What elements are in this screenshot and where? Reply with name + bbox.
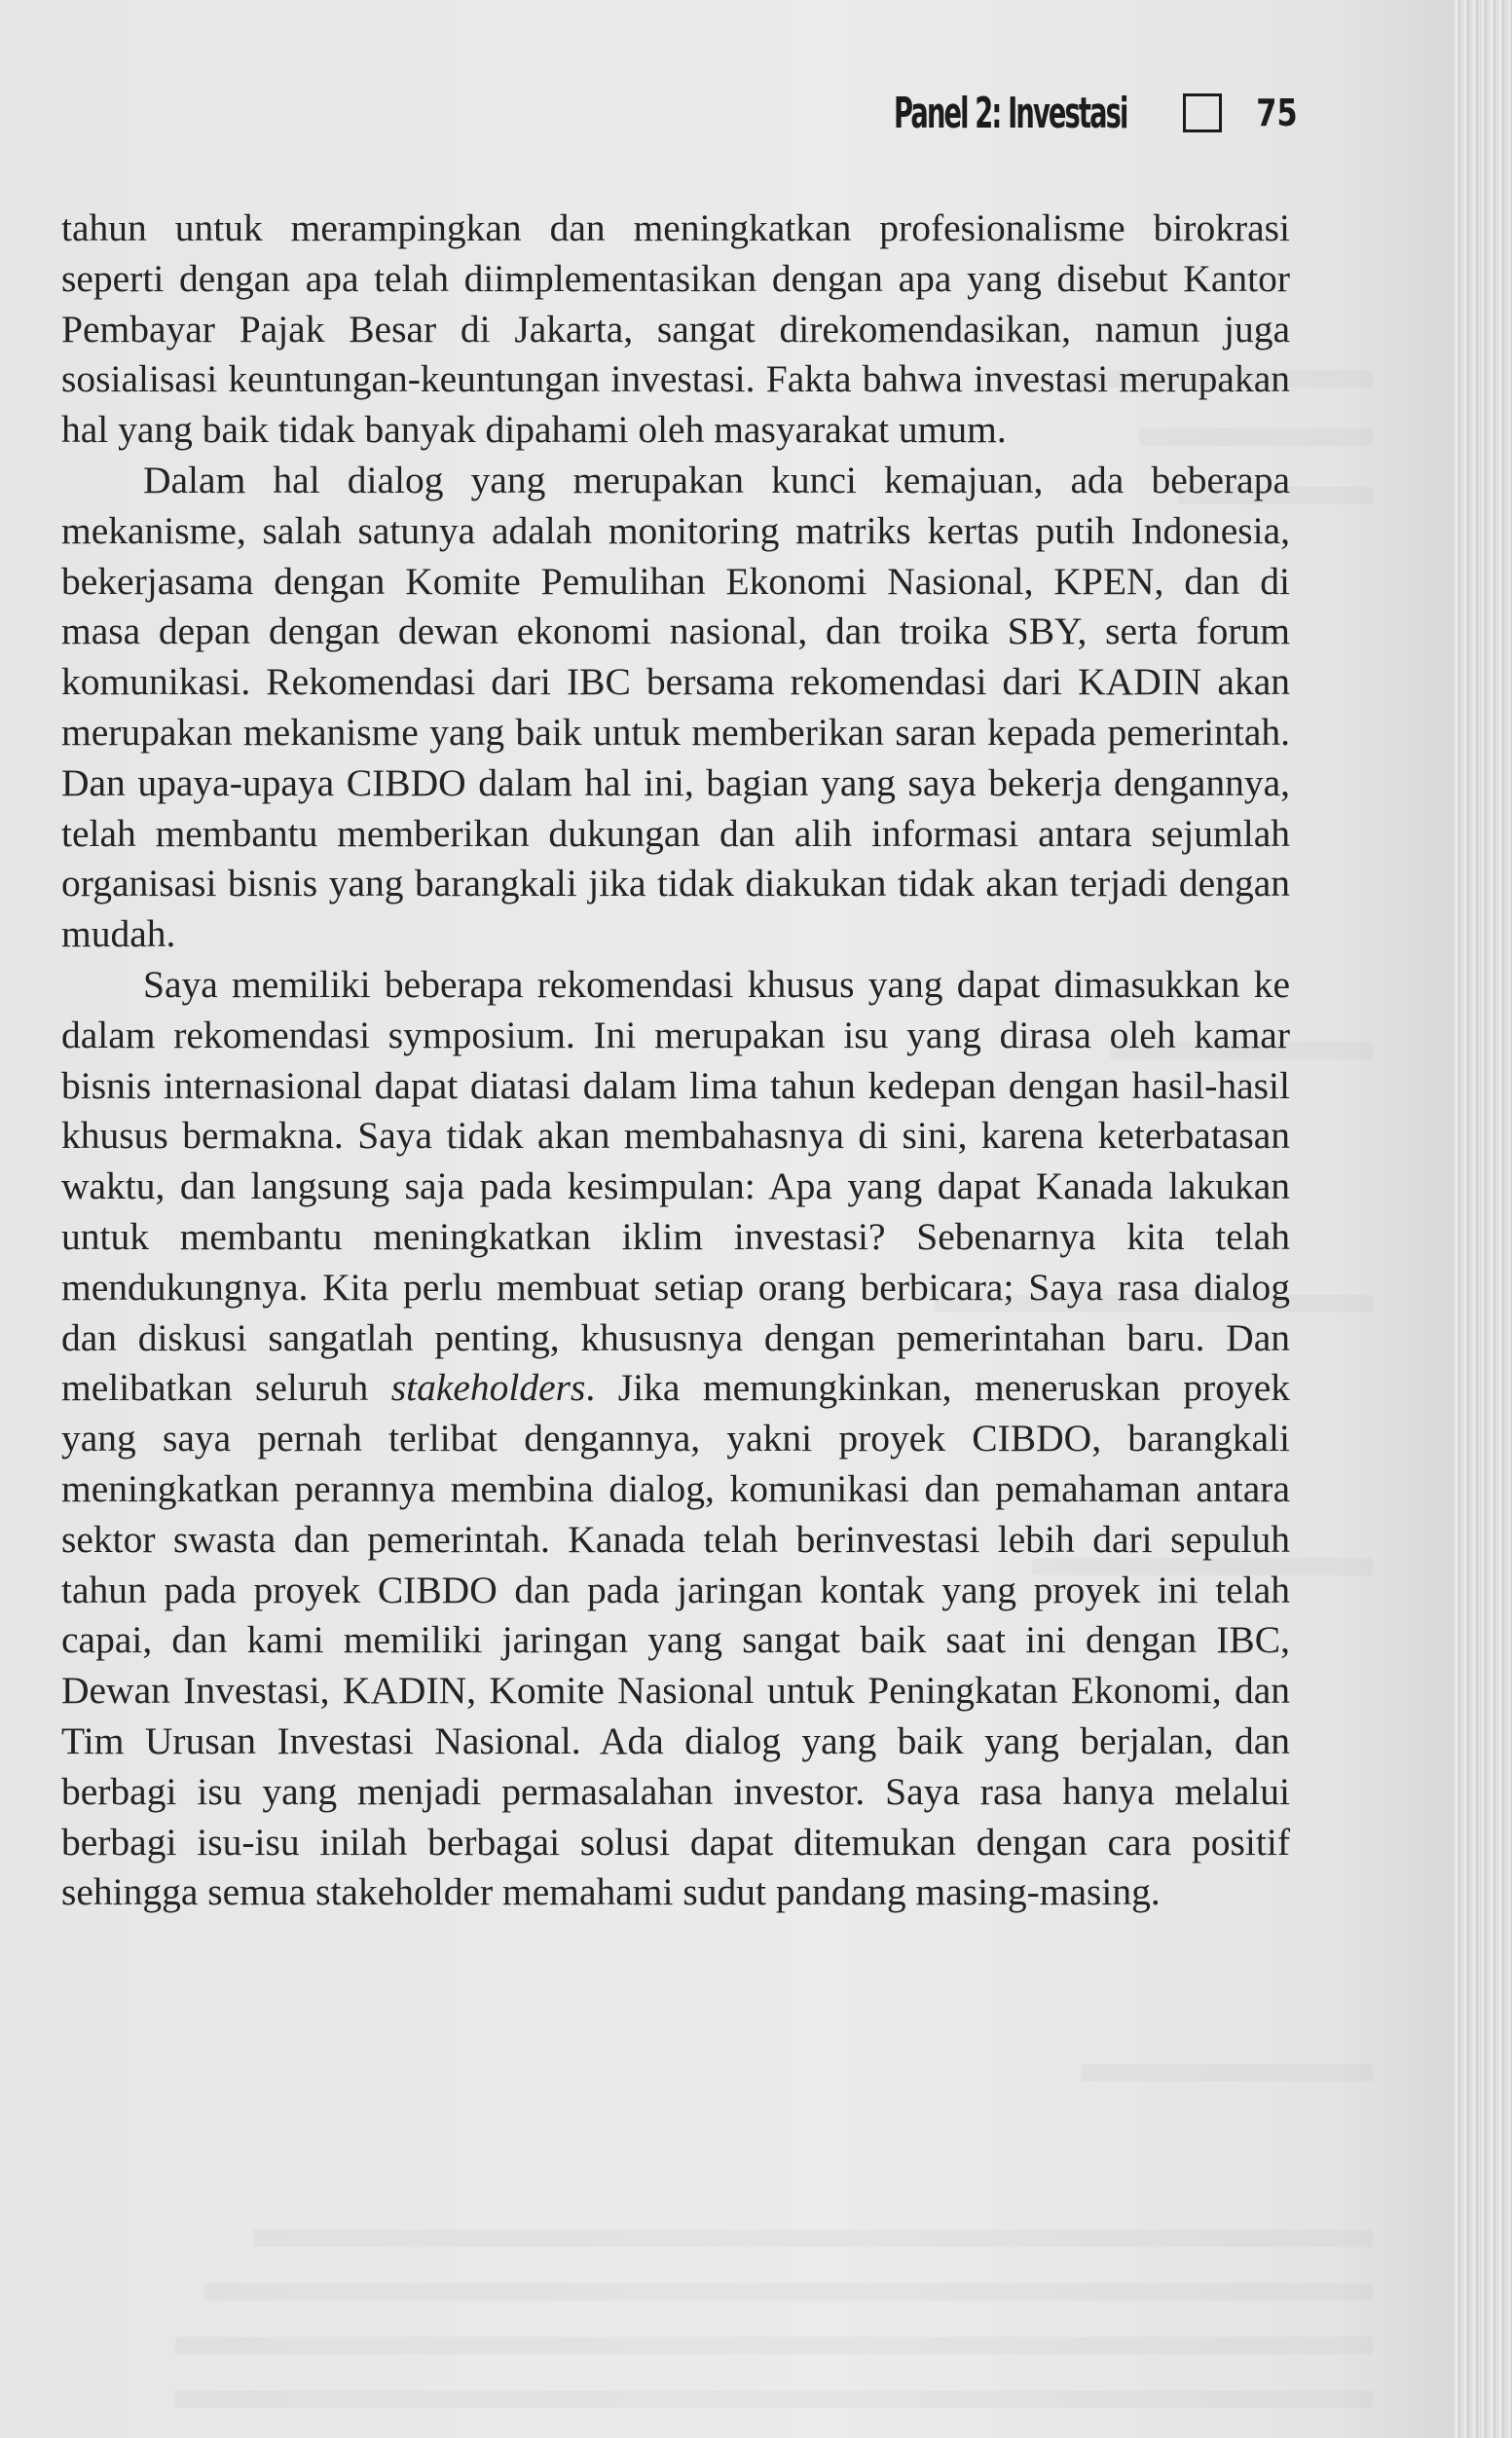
paragraph-1: tahun untuk merampingkan dan meningkatkan profesionalisme birokrasi seperti dengan apa telah diimplementasikan dengan apa yang disebut Kantor Pembayar Pajak Besar di Jakarta, sangat direkomendasikan, namun juga sosialisasi keuntungan-keuntungan investasi. Fakta bahwa investasi merupakan hal yang baik tidak banyak dipahami oleh masyarakat umum. xyxy=(61,206,1290,452)
page-number: 75 xyxy=(1256,92,1298,134)
paragraph-3-part-1: Saya memiliki beberapa rekomendasi khusus yang dapat dimasukkan ke dalam rekomendasi symposium. Ini merupakan isu yang dirasa oleh kamar bisnis internasional dapat diatasi dalam lima tahun kedepan dengan hasil-hasil khusus bermakna. Saya tidak akan membahasnya di sini, karena keterbatasan waktu, dan langsung saja pada kesimpulan: Apa yang dapat Kanada lakukan untuk membantu meningkatkan iklim investasi? Sebenarnya kita telah mendukungnya. Kita perlu membuat setiap orang berbicara; Saya rasa dialog dan diskusi sangatlah penting, khususnya dengan pemerintahan baru. Dan melibatkan seluruh xyxy=(61,962,1290,1410)
paragraph-2: Dalam hal dialog yang merupakan kunci kemajuan, ada beberapa mekanisme, salah satunya adalah monitoring matriks kertas putih Indonesia, bekerjasama dengan Komite Pemulihan Ekonomi Nasional, KPEN, dan di masa depan dengan dewan ekonomi nasional, dan troika SBY, serta forum komunikasi. Rekomendasi dari IBC bersama rekomendasi dari KADIN akan merupakan mekanisme yang baik untuk memberikan saran kepada pemerintah. Dan upaya-upaya CIBDO dalam hal ini, bagian yang saya bekerja dengannya, telah membantu memberikan dukungan dan alih informasi antara sejumlah organisasi bisnis yang barangkali jika tidak diakukan tidak akan terjadi dengan mudah. xyxy=(61,458,1290,956)
body-text xyxy=(61,203,1290,1918)
paragraph-3-part-2: . Jika memungkinkan, meneruskan proyek yang saya pernah terlibat dengannya, yakni proyek CIBDO, barangkali meningkatkan perannya membina dialog, komunikasi dan pemahaman antara sektor swasta dan pemerintah. Kanada telah berinvestasi lebih dari sepuluh tahun pada proyek CIBDO dan pada jaringan kontak yang proyek ini telah capai, dan kami memiliki jaringan yang sangat baik saat ini dengan IBC, Dewan Investasi, KADIN, Komite Nasional untuk Peningkatan Ekonomi, dan Tim Urusan Investasi Nasional. Ada dialog yang baik yang berjalan, dan berbagi isu yang menjadi permasalahan investor. Saya rasa hanya melalui berbagi isu-isu inilah berbagai solusi dapat ditemukan dengan cara positif sehingga semua stakeholder memahami sudut pandang masing-masing. xyxy=(61,1366,1290,1914)
running-title: Panel 2: Investasi xyxy=(894,88,1127,138)
italic-term: stakeholders xyxy=(390,1366,586,1410)
paragraph-3 xyxy=(61,960,1290,1918)
square-ornament-icon xyxy=(1183,93,1222,132)
running-header xyxy=(894,84,1303,142)
page-edge xyxy=(1454,0,1512,2438)
